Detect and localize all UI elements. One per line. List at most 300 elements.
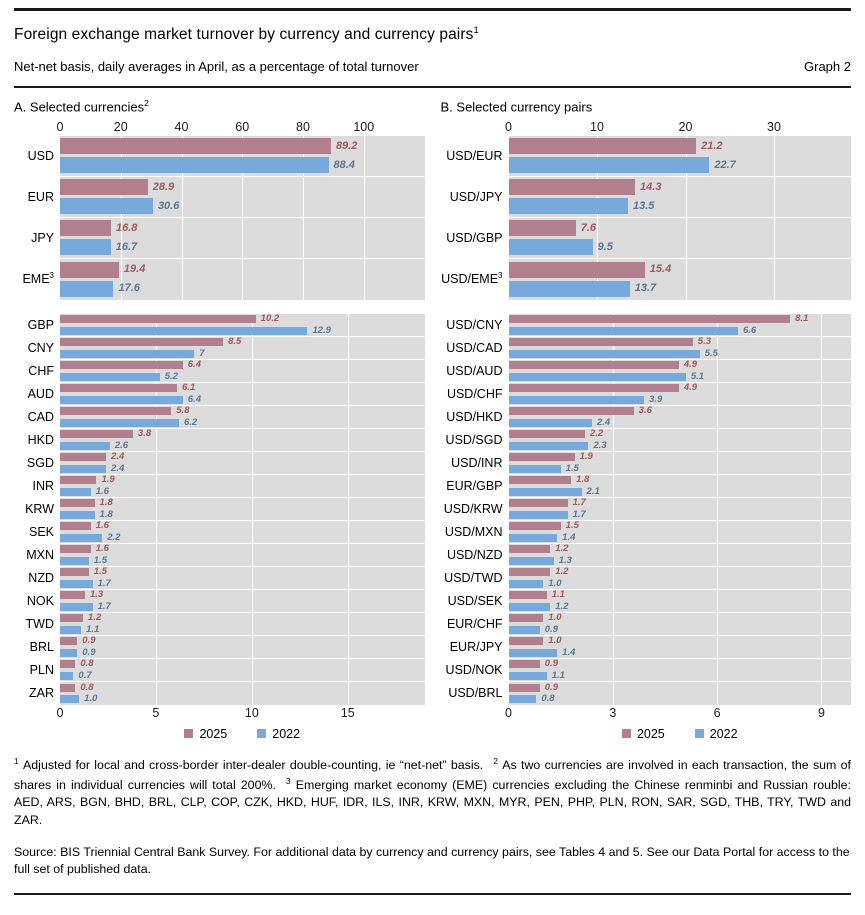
value-label-2022: 2.6 [114, 439, 129, 451]
value-label-2022: 1.7 [572, 508, 586, 520]
value-label-2025: 1.5 [93, 566, 107, 578]
bar-2025 [509, 361, 679, 369]
category-label: USD/NOK [445, 663, 503, 678]
bar-group [509, 136, 852, 177]
value-label-2025: 6.4 [187, 359, 201, 371]
bar-2022 [60, 419, 179, 427]
bar-2022 [60, 695, 79, 703]
value-label-2022: 0.8 [541, 693, 555, 705]
category-row [14, 383, 425, 406]
bar-line-2025 [509, 429, 852, 439]
bar-2022 [60, 649, 77, 657]
value-label-2025: 1.3 [89, 589, 104, 601]
charts-grid [14, 119, 851, 743]
value-label-2025: 8.5 [228, 336, 242, 348]
bar-2025 [60, 453, 106, 461]
legend-item-2022 [695, 727, 738, 741]
bar-line-2025 [509, 659, 852, 669]
bar-2025 [509, 407, 634, 415]
bar-line-2022 [509, 510, 852, 520]
source-note: Source: BIS Triennial Central Bank Survey. For additional data by currency and currency pairs, see Tables 4 and 5. See our Data Portal for access to the full set of published data. [14, 844, 850, 877]
bar-2025 [509, 637, 544, 645]
category-label: TWD [25, 617, 54, 632]
bar-line-2022 [60, 349, 425, 359]
bar-group [60, 475, 425, 498]
value-label-2022: 7 [199, 347, 205, 359]
bar-line-2022 [60, 395, 425, 405]
bar-group [60, 636, 425, 659]
value-label-2025: 14.3 [640, 180, 662, 193]
category-label: USD/CNY [446, 318, 503, 333]
bar-2022 [509, 396, 645, 404]
bar-2025 [509, 179, 636, 195]
bar-line-2022 [509, 625, 852, 635]
bar-line-2025 [60, 683, 425, 693]
value-label-2025: 1.0 [548, 612, 562, 624]
category-row [14, 337, 425, 360]
value-label-2022: 5.5 [704, 347, 718, 359]
category-row [14, 682, 425, 705]
value-label-2025: 1.7 [572, 497, 586, 509]
bar-group [509, 452, 852, 475]
value-label-2022: 5.1 [690, 370, 705, 382]
value-label-2022: 1.5 [565, 462, 579, 474]
bar-group [509, 259, 852, 300]
category-row [441, 636, 852, 659]
panel-b-title [441, 98, 852, 114]
category-label: NOK [26, 594, 54, 609]
axis-tick: 0 [56, 119, 64, 134]
bar-2022 [509, 557, 554, 565]
category-row [14, 498, 425, 521]
value-label-2025: 5.3 [697, 336, 711, 348]
value-label-2022: 1.4 [562, 646, 576, 658]
bar-2022 [509, 695, 537, 703]
bar-line-2025 [60, 314, 425, 324]
bar-line-2025 [509, 337, 852, 347]
bar-line-2025 [60, 613, 425, 623]
axis-tick: 100 [353, 119, 375, 134]
value-label-2022: 1.0 [548, 577, 562, 589]
bar-line-2025 [509, 590, 852, 600]
category-label: MXN [26, 548, 54, 563]
bar-line-2022 [60, 671, 425, 681]
value-label-2022: 0.9 [82, 646, 96, 658]
bar-line-2022 [60, 464, 425, 474]
category-row [441, 259, 852, 300]
bar-2022 [509, 350, 700, 358]
bar-group [509, 659, 852, 682]
bar-line-2025 [60, 475, 425, 485]
bar-line-2025 [509, 683, 852, 693]
graph-number: Graph 2 [804, 59, 851, 75]
category-label: USD/CAD [446, 341, 503, 356]
bar-2025 [509, 684, 540, 692]
bar-group [60, 659, 425, 682]
category-rows [14, 314, 425, 705]
bar-2025 [509, 453, 575, 461]
value-label-2025: 1.0 [548, 635, 562, 647]
category-label: USD/JPY [449, 190, 503, 205]
bar-2022 [509, 465, 561, 473]
chart-body [441, 314, 852, 705]
bar-2022 [509, 442, 589, 450]
category-row [14, 177, 425, 218]
bar-line-2022 [60, 418, 425, 428]
bar-2025 [509, 591, 547, 599]
bar-group [509, 314, 852, 337]
bar-line-2025 [60, 179, 425, 195]
value-label-2022: 16.7 [115, 240, 138, 253]
bar-line-2022 [60, 441, 425, 451]
category-row [14, 613, 425, 636]
value-label-2022: 2.2 [107, 531, 121, 543]
bar-line-2022 [60, 198, 425, 214]
bar-line-2022 [60, 487, 425, 497]
category-row [441, 136, 852, 177]
bar-2022 [60, 488, 91, 496]
value-label-2022: 88.4 [333, 158, 355, 171]
legend-swatch-2025 [184, 729, 193, 738]
footnote-2: $^2$ As two currencies are involved in each transaction, the sum of shares in individual currencies will total 200%. [14, 755, 851, 792]
bar-group [509, 498, 852, 521]
bar-line-2025 [60, 544, 425, 554]
bar-2022 [60, 511, 95, 519]
bar-2022 [60, 557, 89, 565]
bar-2025 [509, 384, 679, 392]
bar-2022 [60, 672, 73, 680]
value-label-2022: 2.1 [586, 485, 600, 497]
value-label-2025: 0.8 [80, 681, 94, 693]
value-label-2025: 5.8 [176, 405, 190, 417]
bar-2025 [60, 614, 83, 622]
bar-2025 [60, 262, 119, 278]
category-label: AUD [27, 387, 54, 402]
bar-group [509, 521, 852, 544]
bar-2022 [509, 534, 558, 542]
category-label: USD/SEK [447, 594, 503, 609]
bar-line-2025 [509, 314, 852, 324]
bar-group [509, 636, 852, 659]
bar-group [509, 544, 852, 567]
bar-2025 [509, 138, 697, 154]
category-row [441, 177, 852, 218]
bar-2025 [60, 545, 91, 553]
bar-line-2025 [509, 544, 852, 554]
value-label-2025: 1.2 [555, 543, 569, 555]
value-label-2022: 1.1 [551, 669, 565, 681]
bar-line-2025 [60, 138, 425, 154]
bar-line-2022 [509, 533, 852, 543]
bar-line-2022 [60, 648, 425, 658]
bar-2022 [60, 281, 113, 297]
bar-2025 [60, 568, 89, 576]
panel-titles-row [14, 98, 851, 114]
axis-tick: 9 [817, 705, 825, 720]
bar-2025 [60, 384, 177, 392]
bar-line-2022 [60, 326, 425, 336]
value-label-2025: 28.9 [152, 180, 175, 193]
category-row [14, 659, 425, 682]
value-label-2025: 21.2 [701, 139, 723, 152]
bar-2022 [60, 580, 93, 588]
bar-2022 [509, 488, 582, 496]
category-row [441, 521, 852, 544]
value-label-2022: 1.2 [555, 600, 569, 612]
value-label-2025: 7.6 [580, 221, 597, 234]
category-row [441, 613, 852, 636]
category-label: USD/GBP [446, 231, 503, 246]
bar-line-2025 [60, 567, 425, 577]
legend-item-2022 [257, 727, 300, 741]
bar-group [509, 613, 852, 636]
bar-2025 [509, 568, 551, 576]
bar-line-2022 [509, 464, 852, 474]
value-label-2025: 1.1 [551, 589, 565, 601]
subtitle: Net-net basis, daily averages in April, as a percentage of total turnover [14, 59, 419, 75]
value-label-2022: 1.8 [99, 508, 113, 520]
bar-group [509, 337, 852, 360]
category-label: CHF [28, 364, 54, 379]
bar-group [60, 613, 425, 636]
footnotes [14, 755, 851, 830]
bar-line-2022 [60, 281, 425, 297]
chart-body [14, 314, 425, 705]
bar-2022 [509, 239, 593, 255]
panel-a-footnote-marker: 2 [144, 97, 149, 108]
value-label-2022: 6.6 [742, 324, 757, 336]
value-label-2025: 6.1 [182, 382, 196, 394]
chart-currency-pairs-major [441, 119, 852, 300]
value-label-2025: 1.8 [576, 474, 590, 486]
bar-2025 [60, 684, 75, 692]
value-label-2022: 2.4 [111, 462, 125, 474]
category-row [14, 590, 425, 613]
category-label: EUR/CHF [446, 617, 503, 632]
bar-group [60, 337, 425, 360]
value-label-2025: 3.8 [137, 428, 152, 440]
value-label-2022: 0.9 [544, 623, 558, 635]
top-rule [14, 8, 851, 11]
bar-2025 [60, 476, 96, 484]
legend-swatch-2022 [695, 729, 704, 738]
axis-tick: 80 [296, 119, 310, 134]
value-label-2025: 19.4 [123, 263, 146, 276]
bar-line-2022 [509, 602, 852, 612]
bar-line-2025 [509, 383, 852, 393]
category-row [14, 636, 425, 659]
category-label: USD/KRW [443, 502, 503, 517]
value-label-2022: 1.6 [95, 485, 109, 497]
chart-body [441, 136, 852, 300]
category-row [14, 360, 425, 383]
bar-2025 [509, 660, 540, 668]
bar-2022 [509, 626, 540, 634]
value-label-2025: 8.1 [795, 313, 809, 325]
value-label-2025: 2.4 [111, 451, 125, 463]
bar-line-2022 [509, 157, 852, 173]
bar-line-2022 [509, 418, 852, 428]
chart-selected-currencies-minor [14, 314, 425, 743]
bar-group [60, 590, 425, 613]
category-row [14, 218, 425, 259]
bar-group [509, 383, 852, 406]
bar-line-2022 [509, 441, 852, 451]
bar-line-2022 [60, 157, 425, 173]
value-label-2025: 15.4 [649, 263, 672, 276]
category-row [14, 544, 425, 567]
value-label-2022: 30.6 [157, 199, 180, 212]
bar-line-2022 [509, 372, 852, 382]
legend-label-2022: 2022 [272, 726, 301, 741]
value-label-2025: 1.2 [555, 566, 569, 578]
value-label-2025: 1.9 [579, 451, 593, 463]
bar-line-2022 [509, 648, 852, 658]
category-row [441, 544, 852, 567]
bar-2022 [60, 396, 183, 404]
category-label: USD/HKD [446, 410, 503, 425]
bar-line-2022 [509, 281, 852, 297]
page-title-text: Foreign exchange market turnover by currency and currency pairs [14, 26, 474, 44]
category-row [14, 406, 425, 429]
bar-group [60, 360, 425, 383]
value-label-2025: 0.9 [544, 681, 558, 693]
category-label: PLN [29, 663, 54, 678]
category-row [14, 136, 425, 177]
bar-2025 [509, 522, 561, 530]
value-label-2022: 1.4 [562, 531, 576, 543]
value-label-2025: 1.9 [101, 474, 115, 486]
category-row [441, 567, 852, 590]
bar-line-2022 [509, 239, 852, 255]
category-label: CNY [27, 341, 54, 356]
bar-line-2022 [60, 533, 425, 543]
category-label: USD/SGD [445, 433, 503, 448]
value-label-2025: 0.8 [80, 658, 94, 670]
page-title-footnote-marker: 1 [473, 25, 479, 36]
category-label: USD/EME $^3$ [441, 270, 503, 287]
bar-2022 [60, 442, 110, 450]
chart-selected-currencies-major [14, 119, 425, 300]
category-row [14, 429, 425, 452]
value-label-2025: 0.9 [82, 635, 96, 647]
value-label-2022: 6.4 [187, 393, 201, 405]
category-row [441, 475, 852, 498]
bar-line-2022 [509, 694, 852, 704]
axis-tick: 0 [505, 119, 512, 134]
bar-line-2022 [60, 239, 425, 255]
bar-group [509, 590, 852, 613]
bar-line-2022 [60, 372, 425, 382]
category-label: EME $^3$ [22, 270, 54, 287]
legend-label-2025: 2025 [636, 726, 665, 741]
bar-group [60, 383, 425, 406]
bar-line-2025 [60, 429, 425, 439]
axis-tick: 10 [244, 705, 259, 720]
category-label: BRL [29, 640, 54, 655]
bar-2025 [509, 476, 572, 484]
bar-2025 [509, 338, 693, 346]
legend-item-2025 [622, 727, 665, 741]
legend-label-2022: 2022 [709, 726, 738, 741]
x-axis [505, 705, 852, 722]
legend [509, 725, 852, 743]
bar-line-2025 [509, 452, 852, 462]
bar-2022 [60, 534, 102, 542]
axis-tick: 15 [340, 705, 355, 720]
value-label-2025: 1.6 [95, 520, 109, 532]
axis-tick: 3 [609, 705, 617, 720]
bar-2025 [509, 220, 576, 236]
bar-line-2025 [60, 383, 425, 393]
x-axis [505, 119, 852, 136]
bar-2022 [509, 419, 592, 427]
category-row [14, 567, 425, 590]
category-label: USD/TWD [444, 571, 503, 586]
axis-tick: 10 [590, 119, 604, 134]
value-label-2025: 1.2 [88, 612, 102, 624]
value-label-2025: 4.9 [683, 359, 698, 371]
category-label: EUR [27, 190, 54, 205]
bar-line-2022 [60, 556, 425, 566]
bar-2022 [60, 327, 307, 335]
bar-2025 [60, 407, 171, 415]
bar-2022 [509, 603, 551, 611]
footnote-1: $^1$ Adjusted for local and cross-border inter-dealer double-counting, ie “net-net” basis. [14, 755, 484, 773]
bar-2025 [60, 338, 223, 346]
bar-2022 [60, 626, 81, 634]
bar-line-2025 [509, 521, 852, 531]
bar-line-2022 [509, 326, 852, 336]
bar-line-2022 [509, 579, 852, 589]
category-row [441, 383, 852, 406]
value-label-2022: 6.2 [183, 416, 198, 428]
bar-group [60, 498, 425, 521]
bar-group [60, 259, 425, 300]
category-label: HKD [27, 433, 54, 448]
value-label-2022: 12.9 [312, 324, 331, 336]
bar-group [60, 521, 425, 544]
category-row [441, 659, 852, 682]
bar-2022 [509, 327, 738, 335]
bar-group [509, 475, 852, 498]
chart-currency-pairs-minor [441, 314, 852, 743]
bar-line-2025 [509, 138, 852, 154]
bar-line-2025 [509, 406, 852, 416]
bar-group [509, 177, 852, 218]
bar-line-2022 [60, 579, 425, 589]
category-row [441, 218, 852, 259]
legend-label-2025: 2025 [199, 726, 228, 741]
value-label-2025: 1.5 [565, 520, 579, 532]
bar-group [509, 429, 852, 452]
bar-line-2025 [509, 220, 852, 236]
bar-2025 [509, 545, 551, 553]
bar-line-2022 [60, 510, 425, 520]
bar-group [509, 360, 852, 383]
category-row [14, 452, 425, 475]
category-label: EUR/JPY [449, 640, 503, 655]
bar-2022 [60, 157, 329, 173]
category-label: EUR/GBP [446, 479, 503, 494]
category-row [441, 498, 852, 521]
category-label: USD/BRL [448, 686, 503, 701]
category-label: NZD [28, 571, 54, 586]
bar-group [60, 452, 425, 475]
category-row [441, 360, 852, 383]
footnote-3: $^3$ Emerging market economy (EME) currencies excluding the Chinese renminbi and Russian rouble: AED, ARS, BGN, BHD, BRL, CLP, COP, CZK, HKD, HUF, IDR, ILS, INR, KRW, MXN, MYR, PEN, PHP, PLN, RON, SAR, SGD, THB, TRY, TWD and ZAR. [14, 775, 851, 828]
category-label: USD/AUD [446, 364, 503, 379]
